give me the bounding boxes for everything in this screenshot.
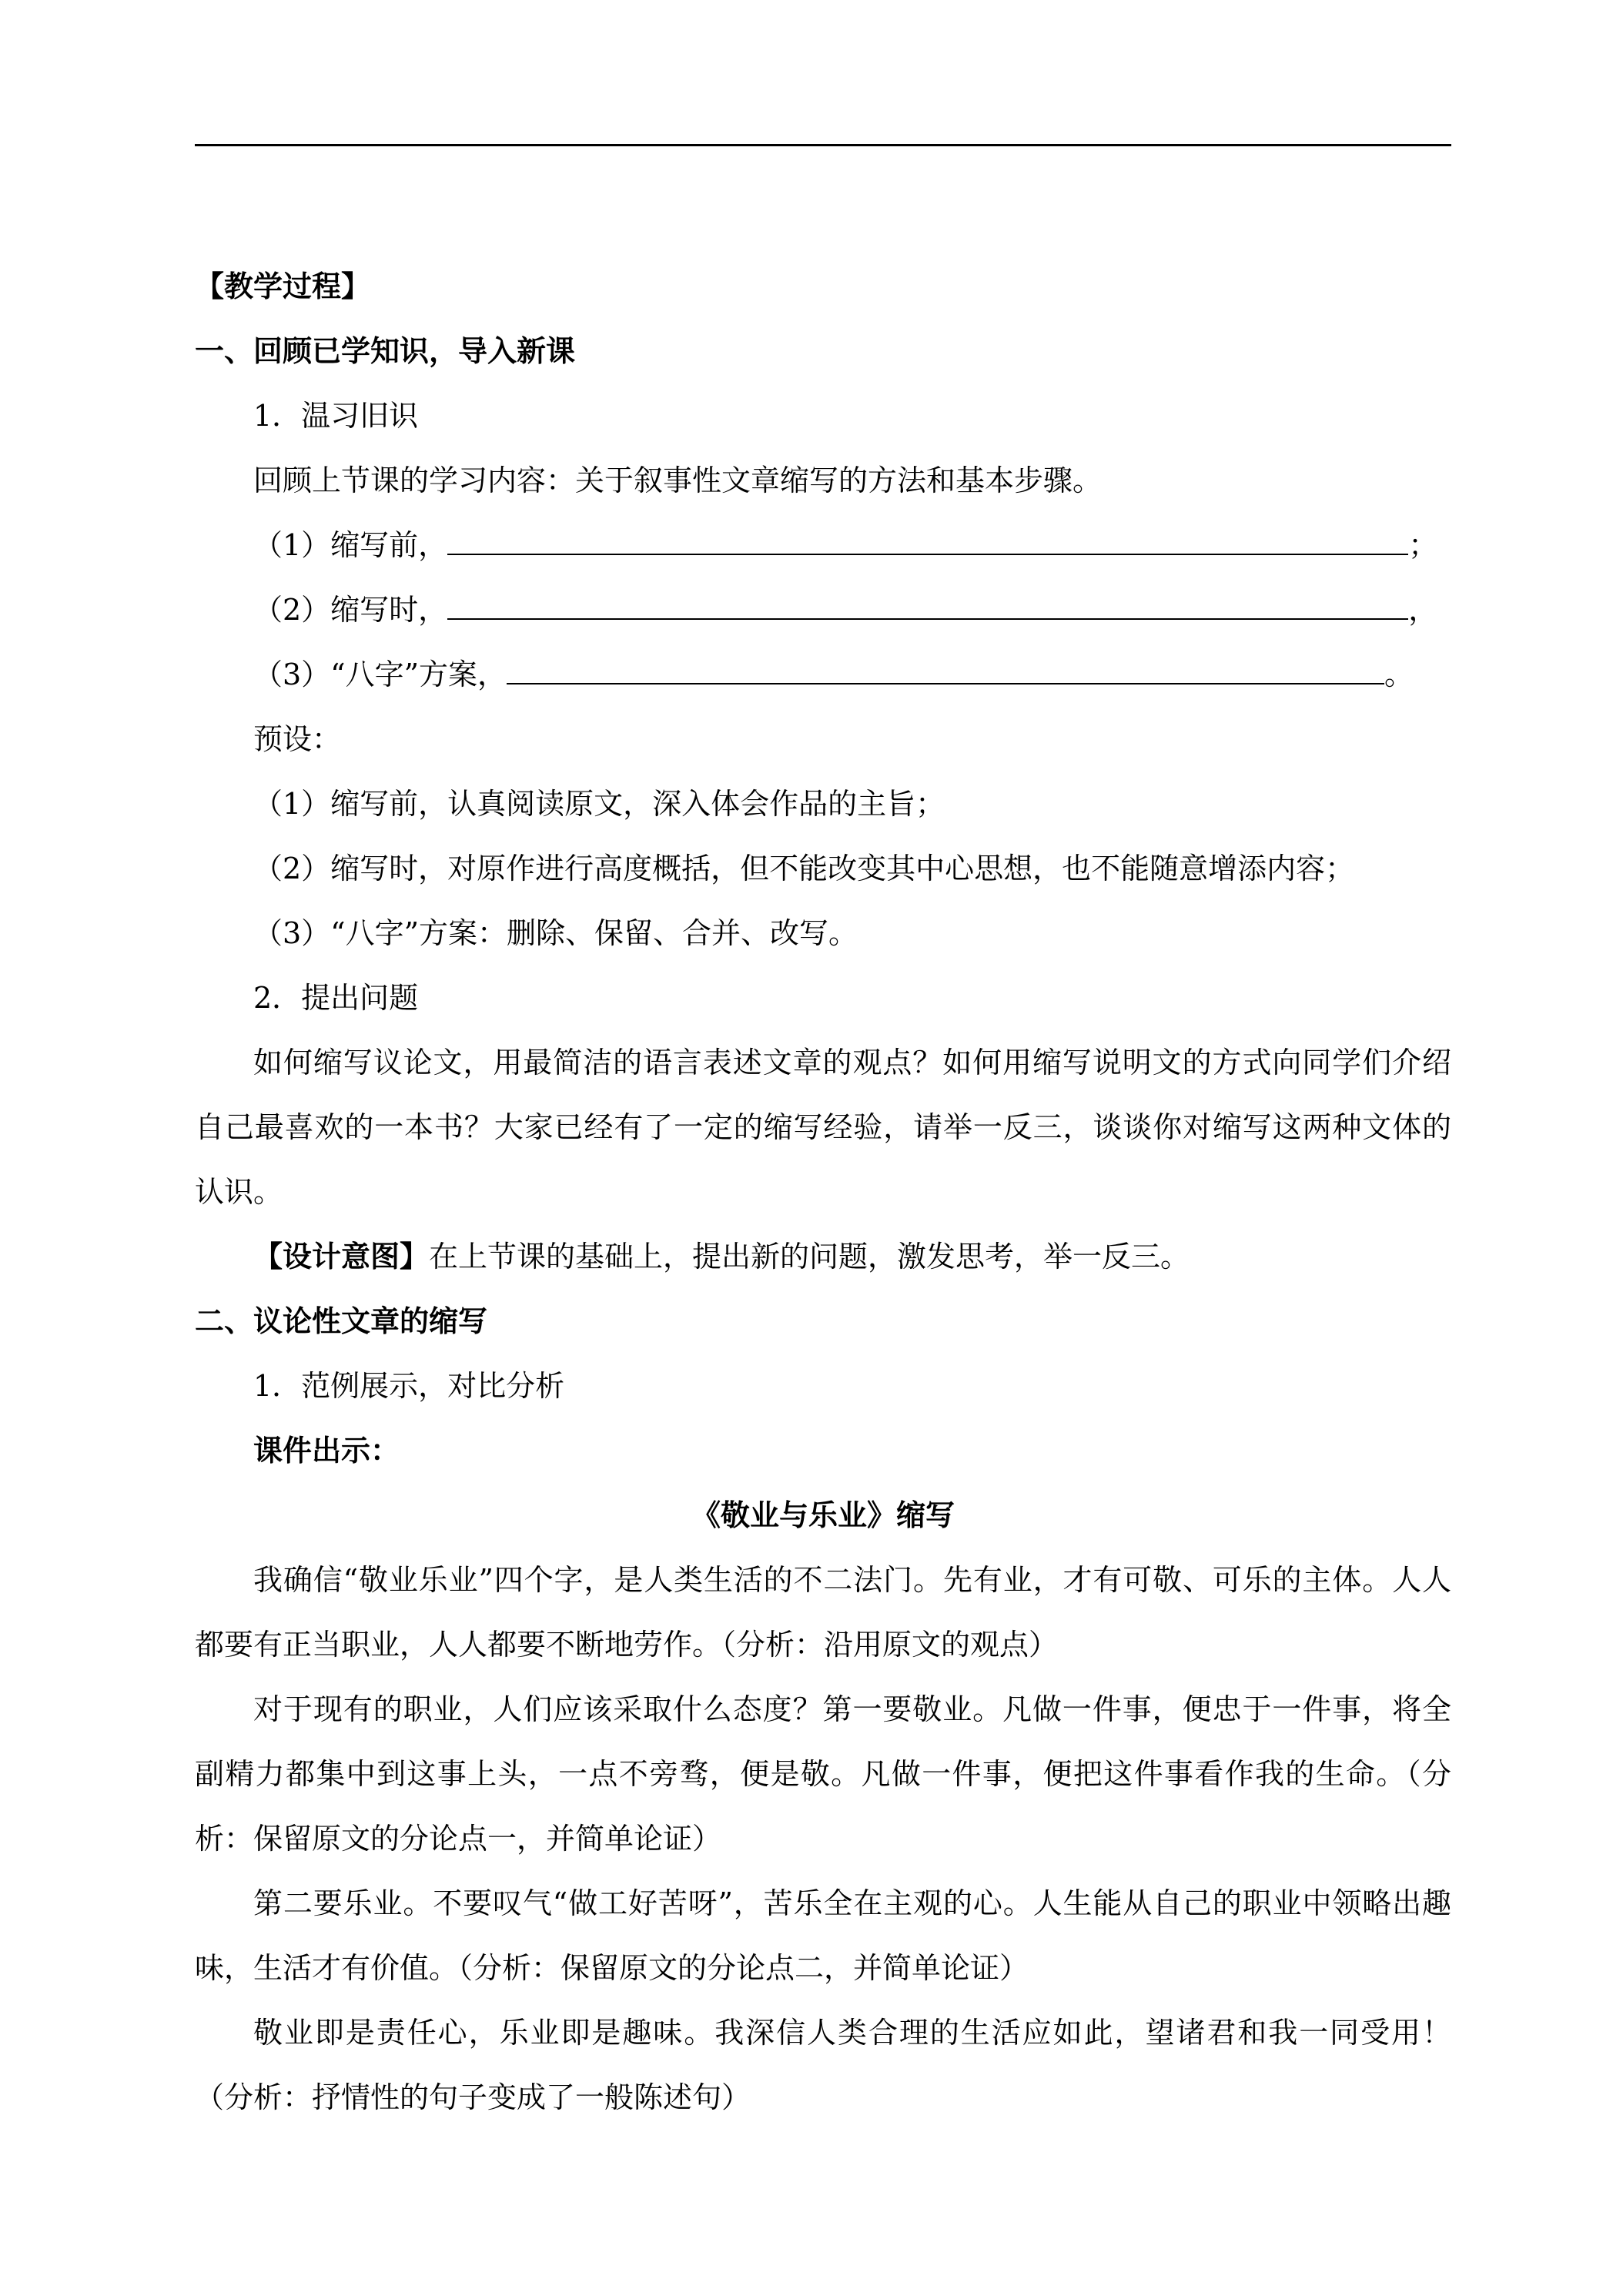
document-body	[195, 254, 1451, 2130]
design-intent	[195, 1224, 1451, 1289]
preset-label: 预设：	[253, 722, 342, 756]
fill-blank-3-line[interactable]	[507, 646, 1384, 684]
design-intent-text: 在上节课的基础上，提出新的问题，激发思考，举一反三。	[429, 1240, 1190, 1274]
fill-blank-1-prefix: （1）缩写前，	[253, 528, 448, 562]
part1-sub2: 2．提出问题	[253, 981, 419, 1015]
design-intent-label: 【设计意图】	[253, 1239, 430, 1274]
example-paragraph-2: 对于现有的职业，人们应该采取什么态度？第一要敬业。凡做一件事，便忠于一件事，将全副精力都集中到这事上头，一点不旁骛，便是敬。凡做一件事，便把这件事看作我的生命。（分析：保留原文的分论点一，并简单论证）	[195, 1692, 1451, 1856]
fill-blank-3	[195, 642, 1451, 707]
fill-blank-3-prefix: （3）“八字”方案，	[253, 658, 507, 691]
part2-heading: 二、议论性文章的缩写	[195, 1304, 488, 1338]
fill-blank-2-prefix: （2）缩写时，	[253, 593, 448, 627]
part1-sub1: 1．温习旧识	[253, 399, 419, 433]
part1-intro: 回顾上节课的学习内容：关于叙事性文章缩写的方法和基本步骤。	[253, 464, 1103, 497]
preset-2: （2）缩写时，对原作进行高度概括，但不能改变其中心思想，也不能随意增添内容；	[253, 852, 1355, 885]
fill-blank-1-line[interactable]	[447, 517, 1408, 555]
fill-blank-3-suffix: 。	[1384, 658, 1414, 691]
preset-3: （3）“八字”方案：删除、保留、合并、改写。	[253, 916, 858, 950]
example-paragraph-3: 第二要乐业。不要叹气“做工好苦呀”，苦乐全在主观的心。人生能从自己的职业中领略出趣味，生活才有价值。（分析：保留原文的分论点二，并简单论证）	[195, 1886, 1451, 1985]
fill-blank-2	[195, 577, 1451, 642]
fill-blank-1-suffix: ；	[1408, 528, 1438, 562]
example-title: 《敬业与乐业》缩写	[691, 1498, 955, 1532]
header-rule	[195, 144, 1451, 146]
question-paragraph: 如何缩写议论文，用最简洁的语言表述文章的观点？如何用缩写说明文的方式向同学们介绍自己最喜欢的一本书？大家已经有了一定的缩写经验，请举一反三，谈谈你对缩写这两种文体的认识。	[195, 1046, 1451, 1209]
preset-1: （1）缩写前，认真阅读原文，深入体会作品的主旨；	[253, 787, 945, 821]
courseware-label: 课件出示：	[253, 1433, 400, 1468]
example-paragraph-1: 我确信“敬业乐业”四个字，是人类生活的不二法门。先有业，才有可敬、可乐的主体。人人都要有正当职业，人人都要不断地劳作。（分析：沿用原文的观点）	[195, 1563, 1451, 1662]
fill-blank-2-line[interactable]	[447, 581, 1408, 620]
section-title: 【教学过程】	[195, 269, 371, 303]
fill-blank-1	[195, 513, 1451, 577]
fill-blank-2-suffix: ，	[1408, 593, 1438, 627]
example-paragraph-4: 敬业即是责任心，乐业即是趣味。我深信人类合理的生活应如此，望诸君和我一同受用！（分析：抒情性的句子变成了一般陈述句）	[195, 2016, 1451, 2114]
part2-sub1: 1．范例展示，对比分析	[253, 1369, 565, 1403]
part1-heading: 一、回顾已学知识，导入新课	[195, 333, 576, 368]
